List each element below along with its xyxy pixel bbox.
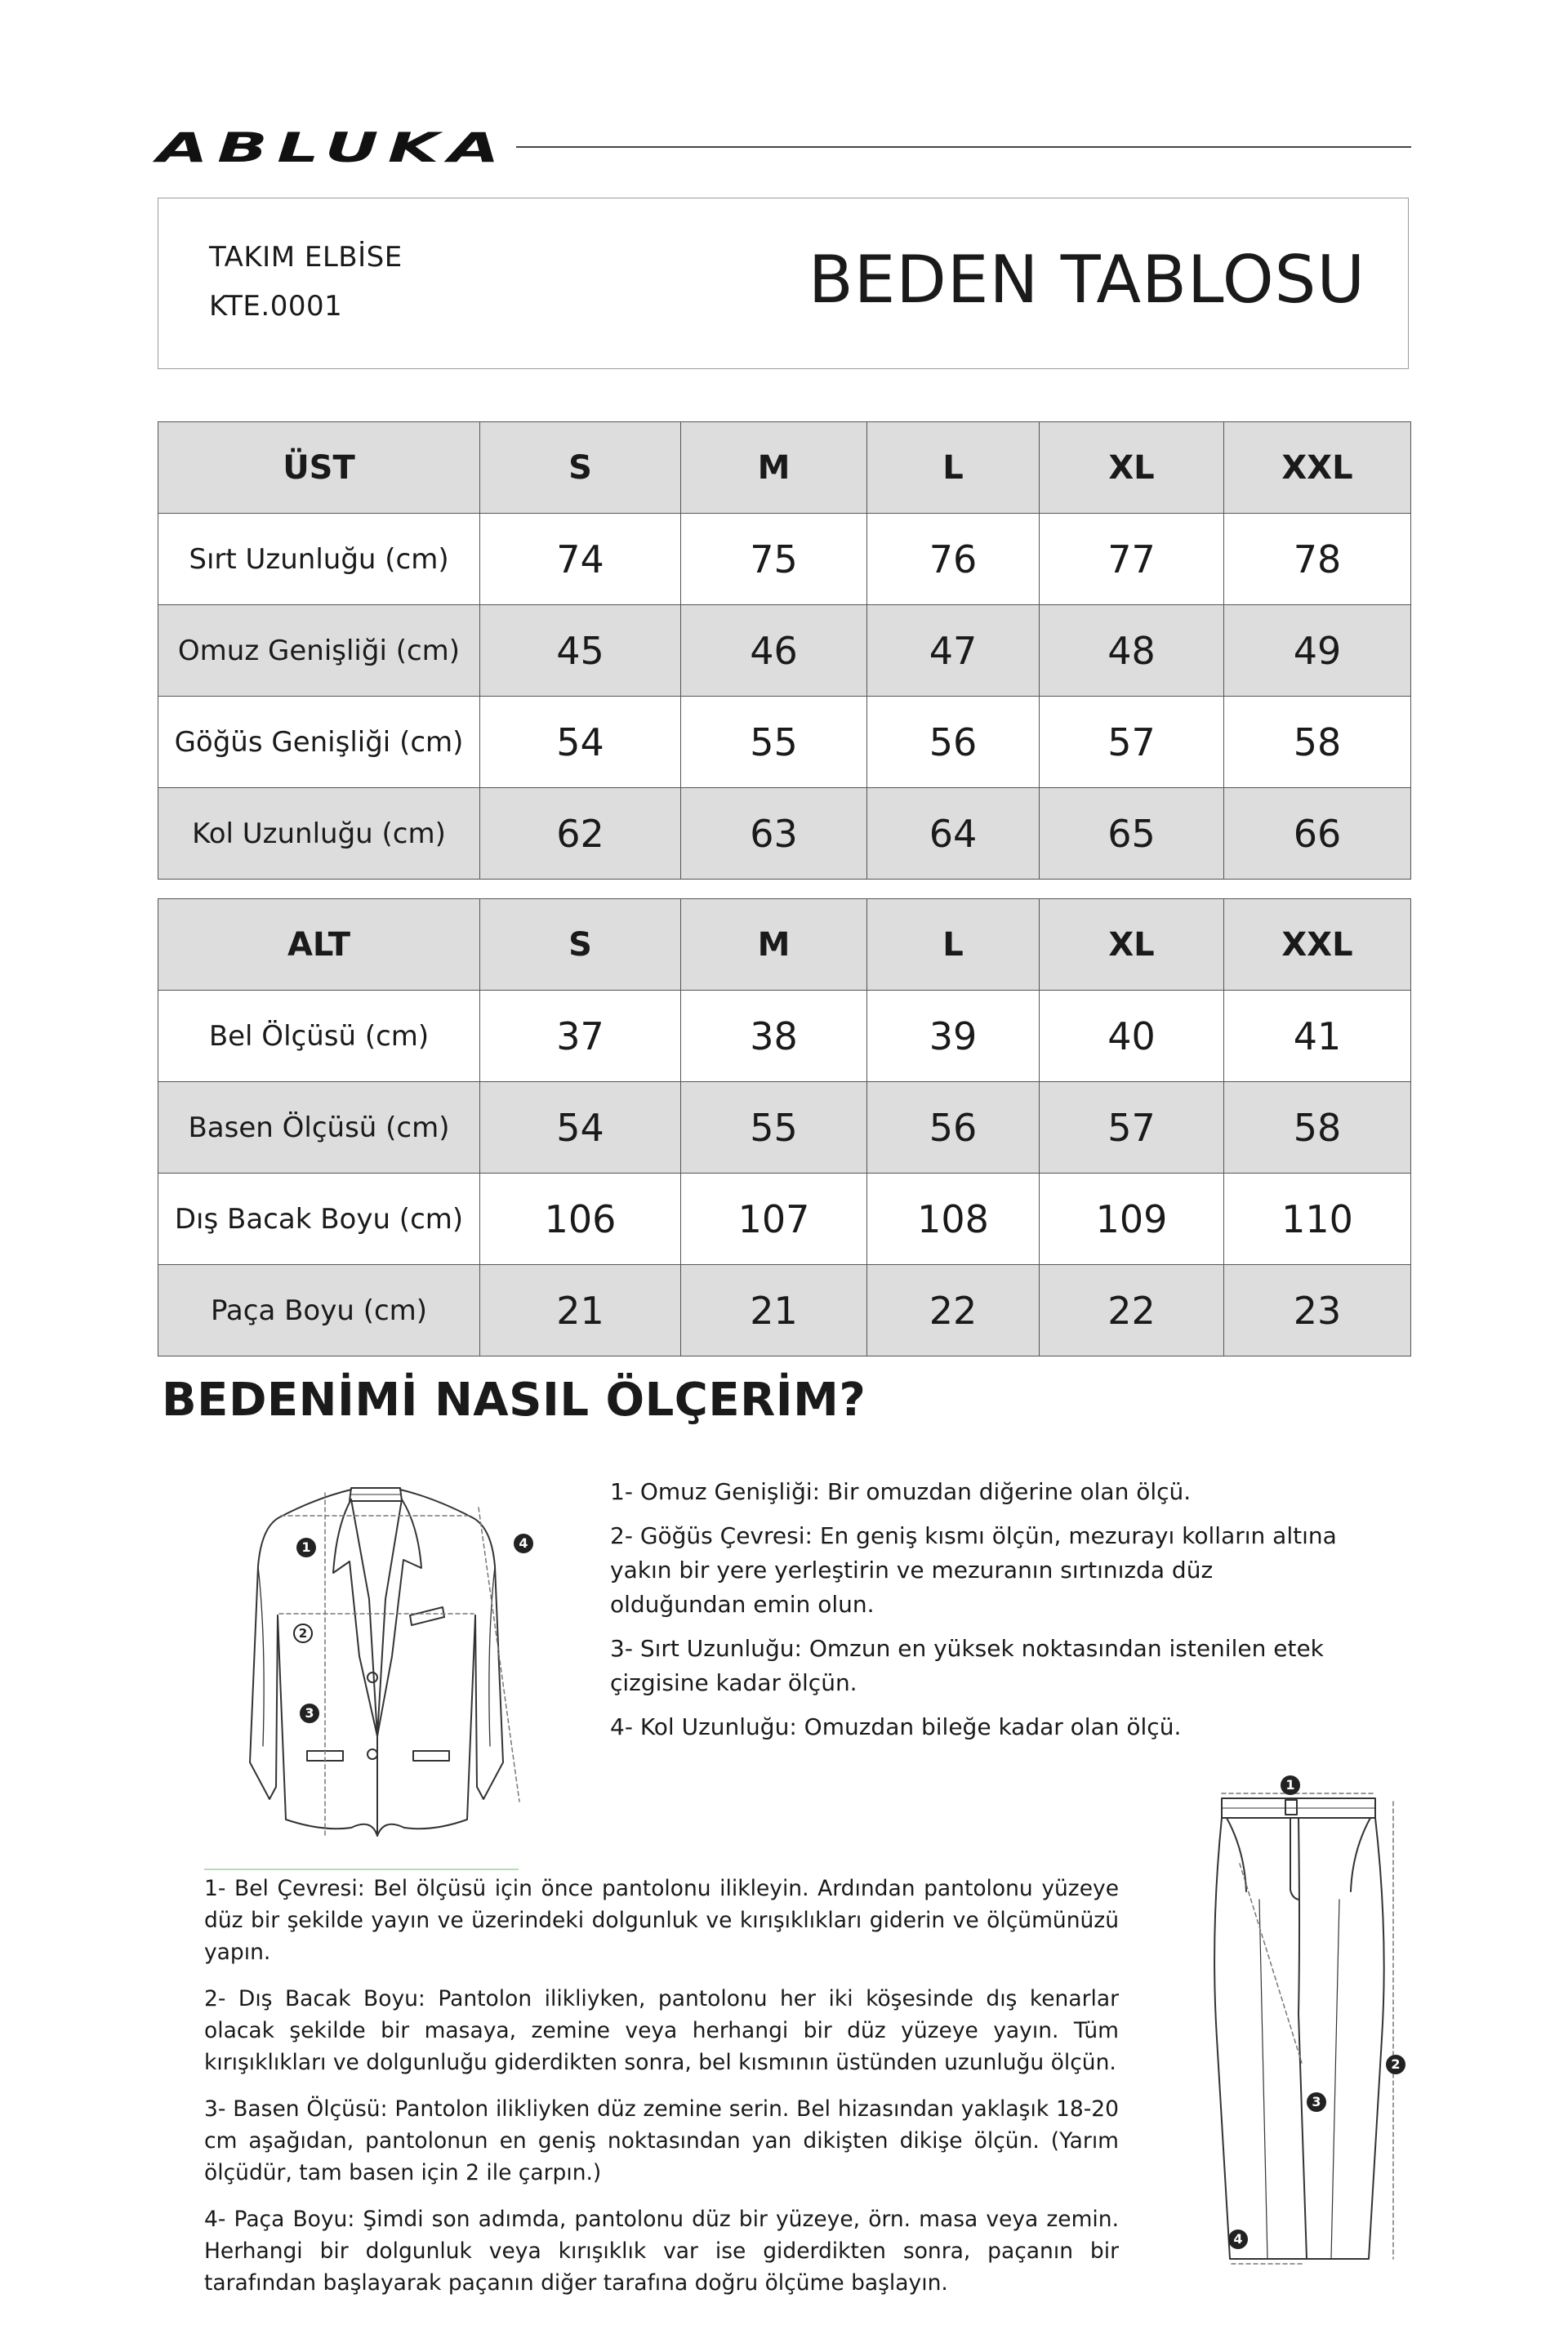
table-header-row	[158, 422, 1411, 514]
table-cell: 106	[480, 1174, 681, 1265]
jacket-marker-2: 2	[293, 1624, 313, 1643]
page-title: BEDEN TABLOSU	[808, 242, 1365, 318]
jacket-note: 1- Omuz Genişliği: Bir omuzdan diğerine olan ölçü.	[610, 1478, 1192, 1505]
header-divider	[516, 146, 1411, 148]
pants-illustration	[1194, 1769, 1406, 2267]
table-cell: 62	[480, 788, 681, 880]
table-cell: 55	[681, 697, 867, 788]
table-cell: 110	[1224, 1174, 1411, 1265]
pants-note: 3- Basen Ölçüsü: Pantolon ilikliyken düz zemine serin. Bel hizasından yaklaşık 18-20 cm aşağıdan, pantolonun en geniş noktasından yan dikişten dikişe ölçün. (Yarım ölçüdür, tam basen için 2 ile çarpın.)	[204, 2096, 1119, 2185]
table-row	[158, 1174, 1411, 1265]
table-header-cell: S	[480, 422, 681, 514]
table-row	[158, 697, 1411, 788]
pants-marker-2: 2	[1386, 2055, 1405, 2074]
table-cell: 49	[1224, 605, 1411, 697]
pants-note: 2- Dış Bacak Boyu: Pantolon ilikliyken, pantolonu her iki köşesinde dış kenarlar olacak şekilde bir masaya, zemine veya herhangi bir düz yüzeye yayın. Tüm kırışıklıkları ve dolgunluğu giderdikten sonra, bel kısmının üstünden uzunluğu ölçün.	[204, 1986, 1119, 2075]
table-header-cell: ÜST	[158, 422, 480, 514]
table-cell: 54	[480, 697, 681, 788]
row-label: Sırt Uzunluğu (cm)	[158, 514, 480, 605]
table-cell: 47	[867, 605, 1040, 697]
brand-logo: ABLUKA	[157, 124, 509, 172]
table-header-cell: XL	[1040, 422, 1224, 514]
pants-note: 4- Paça Boyu: Şimdi son adımda, pantolonu düz bir yüzeye, örn. masa veya zemin. Herhangi bir dolgunluk veya kırışıklık var ise giderdikten sonra, paçanın bir tarafından başlayarak paçanın diğer tarafına doğru ölçüme başlayın.	[204, 2207, 1119, 2296]
jacket-note: 2- Göğüs Çevresi: En geniş kısmı ölçün, mezurayı kolların altına yakın bir yere yerleştirin ve mezuranın sırtınızda düz olduğundan emin olun.	[610, 1522, 1337, 1618]
table-header-cell: S	[480, 899, 681, 991]
table-cell: 107	[681, 1174, 867, 1265]
table-cell: 39	[867, 991, 1040, 1082]
table-cell: 58	[1224, 1082, 1411, 1174]
table-cell: 56	[867, 697, 1040, 788]
table-cell: 41	[1224, 991, 1411, 1082]
measure-guide-title: BEDENİMİ NASIL ÖLÇERİM?	[162, 1374, 866, 1427]
table-row	[158, 605, 1411, 697]
jacket-marker-3: 3	[300, 1704, 319, 1723]
table-cell: 76	[867, 514, 1040, 605]
pants-marker-1: 1	[1281, 1775, 1300, 1795]
row-label: Omuz Genişliği (cm)	[158, 605, 480, 697]
table-cell: 56	[867, 1082, 1040, 1174]
table-cell: 40	[1040, 991, 1224, 1082]
table-row	[158, 788, 1411, 880]
table-header-cell: M	[681, 899, 867, 991]
jacket-marker-4: 4	[514, 1534, 533, 1553]
table-header-cell: ALT	[158, 899, 480, 991]
table-header-cell: XXL	[1224, 422, 1411, 514]
table-cell: 46	[681, 605, 867, 697]
jacket-note: 3- Sırt Uzunluğu: Omzun en yüksek noktasından istenilen etek çizgisine kadar ölçün.	[610, 1635, 1324, 1696]
table-cell: 63	[681, 788, 867, 880]
table-cell: 37	[480, 991, 681, 1082]
table-cell: 78	[1224, 514, 1411, 605]
table-cell: 22	[1040, 1265, 1224, 1356]
table-cell: 57	[1040, 1082, 1224, 1174]
row-label: Paça Boyu (cm)	[158, 1265, 480, 1356]
row-label: Kol Uzunluğu (cm)	[158, 788, 480, 880]
row-label: Dış Bacak Boyu (cm)	[158, 1174, 480, 1265]
row-label: Göğüs Genişliği (cm)	[158, 697, 480, 788]
top-size-table	[158, 421, 1411, 880]
table-cell: 55	[681, 1082, 867, 1174]
product-header-box	[158, 198, 1409, 369]
table-cell: 54	[480, 1082, 681, 1174]
table-cell: 109	[1040, 1174, 1224, 1265]
table-cell: 64	[867, 788, 1040, 880]
table-cell: 77	[1040, 514, 1224, 605]
table-row	[158, 514, 1411, 605]
table-row	[158, 991, 1411, 1082]
table-cell: 57	[1040, 697, 1224, 788]
table-cell: 21	[480, 1265, 681, 1356]
table-cell: 58	[1224, 697, 1411, 788]
table-header-row	[158, 899, 1411, 991]
jacket-note: 4- Kol Uzunluğu: Omuzdan bileğe kadar olan ölçü.	[610, 1713, 1182, 1740]
table-header-cell: XXL	[1224, 899, 1411, 991]
product-name: TAKIM ELBİSE	[209, 241, 403, 274]
table-cell: 45	[480, 605, 681, 697]
table-row	[158, 1265, 1411, 1356]
jacket-marker-1: 1	[296, 1538, 316, 1557]
table-header-cell: L	[867, 422, 1040, 514]
pants-marker-4: 4	[1228, 2230, 1248, 2249]
table-cell: 74	[480, 514, 681, 605]
table-cell: 48	[1040, 605, 1224, 697]
row-label: Basen Ölçüsü (cm)	[158, 1082, 480, 1174]
accent-divider	[204, 1869, 519, 1870]
bottom-size-table	[158, 898, 1411, 1356]
table-cell: 38	[681, 991, 867, 1082]
pants-marker-3: 3	[1307, 2092, 1326, 2112]
table-row	[158, 1082, 1411, 1174]
jacket-measure-notes	[610, 1475, 1345, 1754]
jacket-illustration	[229, 1477, 547, 1852]
pants-note: 1- Bel Çevresi: Bel ölçüsü için önce pantolonu ilikleyin. Ardından pantolonu yüzeye düz bir şekilde yayın ve üzerindeki dolgunluk ve kırışıklıkları giderin ve ölçümünüzü yapın.	[204, 1876, 1119, 1965]
table-header-cell: L	[867, 899, 1040, 991]
table-header-cell: XL	[1040, 899, 1224, 991]
product-code: KTE.0001	[209, 290, 343, 323]
table-header-cell: M	[681, 422, 867, 514]
table-cell: 21	[681, 1265, 867, 1356]
table-cell: 66	[1224, 788, 1411, 880]
table-cell: 23	[1224, 1265, 1411, 1356]
table-cell: 108	[867, 1174, 1040, 1265]
row-label: Bel Ölçüsü (cm)	[158, 991, 480, 1082]
table-cell: 22	[867, 1265, 1040, 1356]
pants-measure-notes	[204, 1873, 1119, 2314]
table-cell: 65	[1040, 788, 1224, 880]
table-cell: 75	[681, 514, 867, 605]
